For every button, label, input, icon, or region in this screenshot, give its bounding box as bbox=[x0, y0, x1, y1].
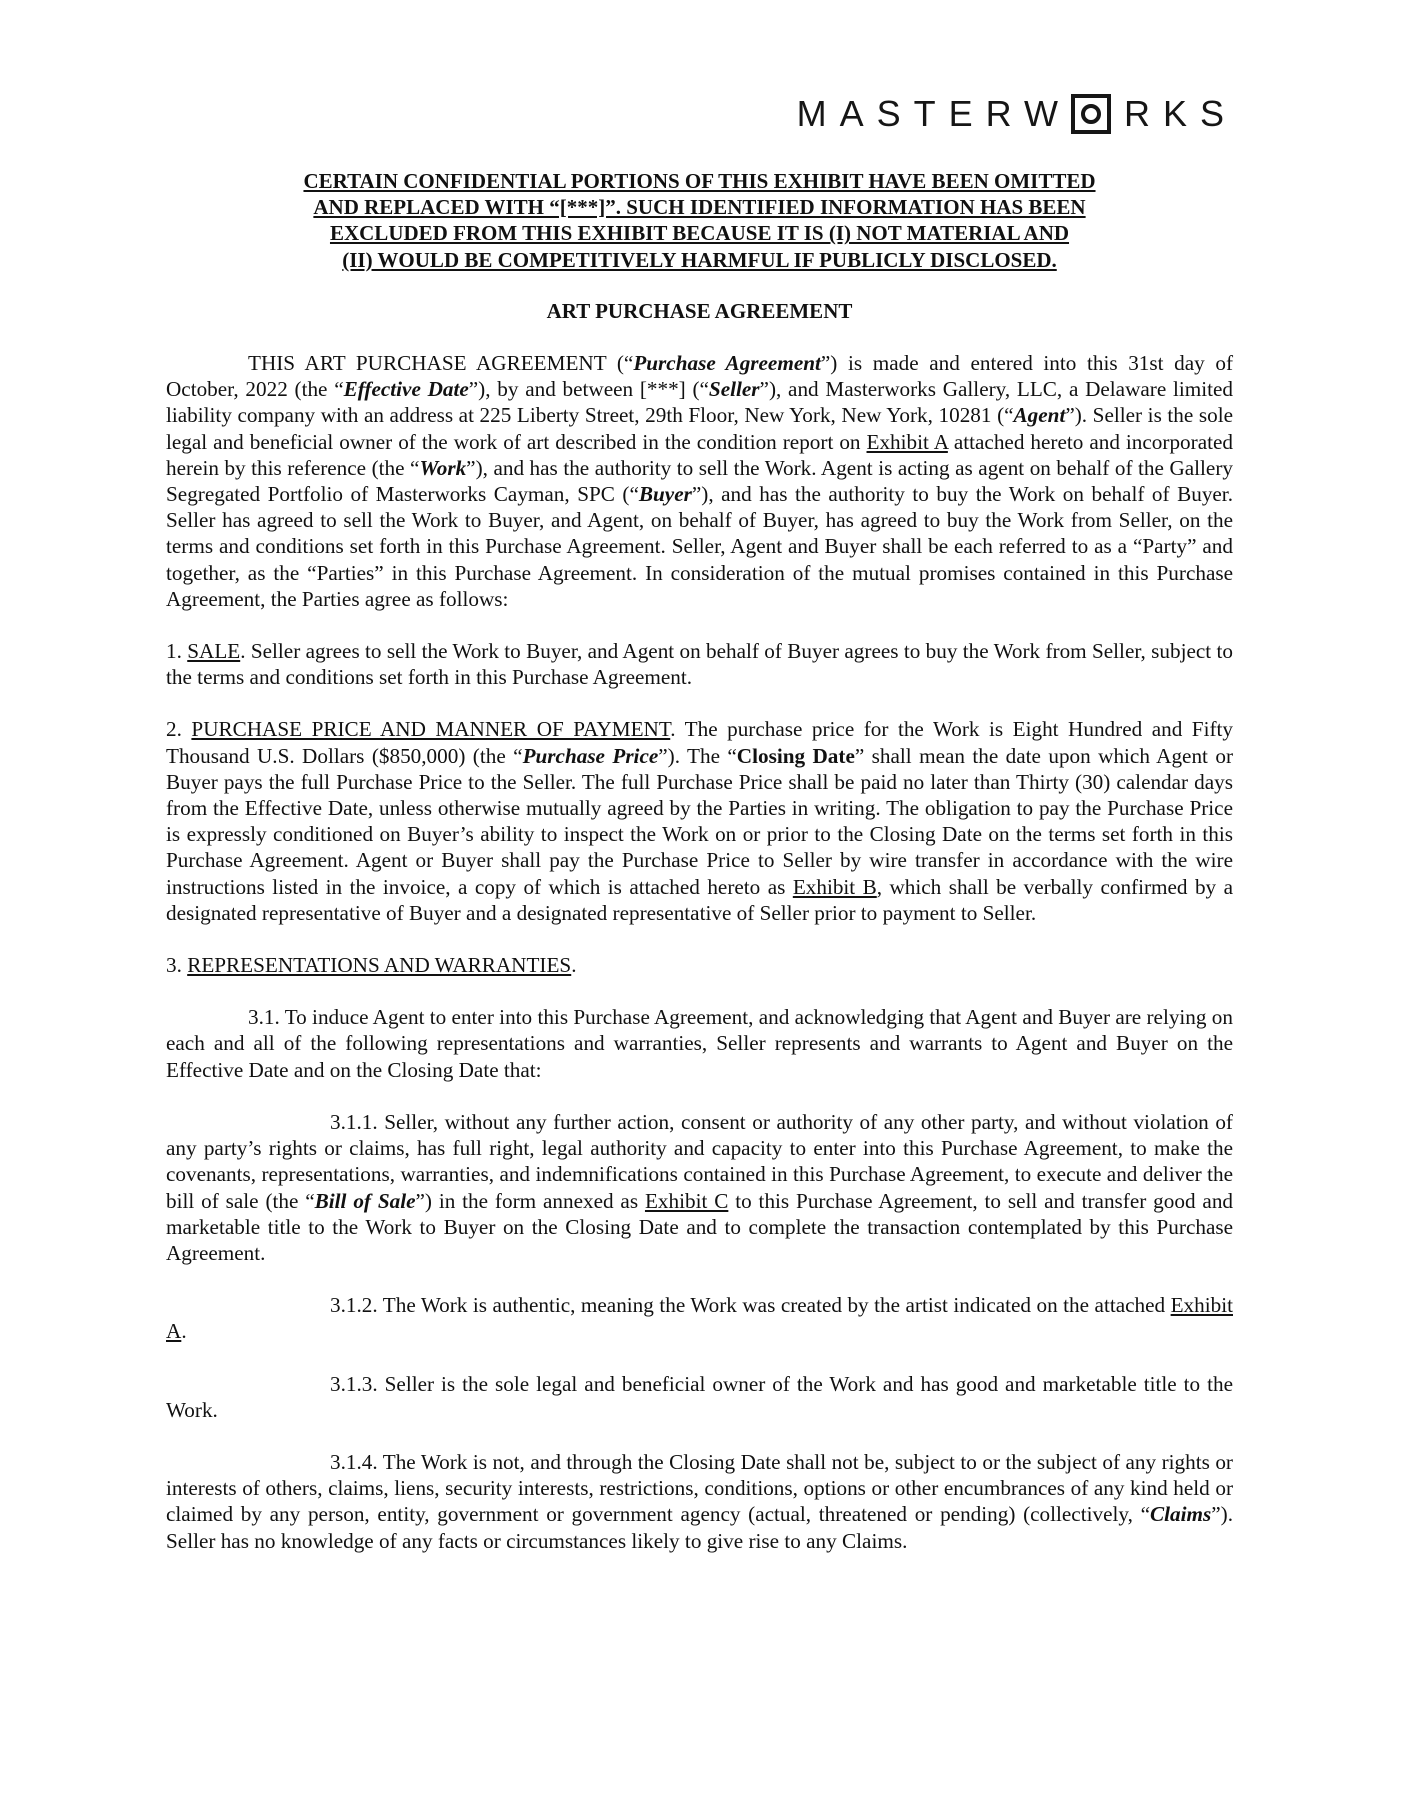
section-3-1: 3.1. To induce Agent to enter into this Purchase Agreement, and acknowledging that Agent and Buyer are relying on each and all of the following representations and warranties, Seller represents and warrants to Agent and Buyer on the Effective Date and on the Closing Date that: bbox=[166, 1005, 1233, 1082]
section-3-1-1: 3.1.1. Seller, without any further action, consent or authority of any other party, and without violation of any party’s rights or claims, has full right, legal authority and capacity to enter into this Purchase Agreement, to make the covenants, representations, warranties, and indemnifications contained in this Purchase Agreement, to execute and deliver the bill of sale (the “Bill of Sale”) in the form annexed as Exhibit C to this Purchase Agreement, to sell and transfer good and marketable title to the Work to Buyer on the Closing Date and to complete the transaction contemplated by this Purchase Agreement. bbox=[166, 1109, 1234, 1265]
exhibit-b-ref: Exhibit B bbox=[792, 874, 877, 899]
document-body bbox=[166, 168, 1233, 1554]
logo-o-square-icon bbox=[1071, 94, 1111, 134]
exhibit-c-ref: Exhibit C bbox=[644, 1188, 729, 1213]
section-3-1-2: 3.1.2. The Work is authentic, meaning the Work was created by the artist indicated on the attached Exhibit A. bbox=[166, 1293, 1233, 1344]
notice-line: CERTAIN CONFIDENTIAL PORTIONS OF THIS EXHIBIT HAVE BEEN OMITTED bbox=[303, 169, 1096, 193]
logo-text-left: MASTERW bbox=[796, 93, 1071, 134]
masterworks-logo bbox=[797, 93, 1237, 135]
logo-text-right: RKS bbox=[1123, 93, 1237, 134]
section-3-1-3: 3.1.3. Seller is the sole legal and beneficial owner of the Work and has good and marketable title to the Work. bbox=[166, 1371, 1233, 1422]
section-2-purchase-price: 2. PURCHASE PRICE AND MANNER OF PAYMENT. The purchase price for the Work is Eight Hundred and Fifty Thousand U.S. Dollars ($850,000) (the “Purchase Price”). The “Closing Date” shall mean the date upon which Agent or Buyer pays the full Purchase Price to the Seller. The full Purchase Price shall be paid no later than Thirty (30) calendar days from the Effective Date, unless otherwise mutually agreed by the Parties in writing. The obligation to pay the Purchase Price is expressly conditioned on Buyer’s ability to inspect the Work on or prior to the Closing Date on the terms set forth in this Purchase Agreement. Agent or Buyer shall pay the Purchase Price to Seller by wire transfer in accordance with the wire instructions listed in the invoice, a copy of which is attached hereto as Exhibit B, which shall be verbally confirmed by a designated representative of Buyer and a designated representative of Seller prior to payment to Seller. bbox=[166, 717, 1233, 925]
section-3-1-4: 3.1.4. The Work is not, and through the Closing Date shall not be, subject to or the subject of any rights or interests of others, claims, liens, security interests, restrictions, conditions, options or other encumbrances of any kind held or claimed by any person, entity, government or government agency (actual, threatened or pending) (collectively, “Claims”). Seller has no knowledge of any facts or circumstances likely to give rise to any Claims. bbox=[166, 1449, 1233, 1553]
section-1-sale: 1. SALE. Seller agrees to sell the Work to Buyer, and Agent on behalf of Buyer agrees to buy the Work from Seller, subject to the terms and conditions set forth in this Purchase Agreement. bbox=[166, 639, 1234, 690]
document-title: ART PURCHASE AGREEMENT bbox=[546, 298, 853, 323]
intro-paragraph: THIS ART PURCHASE AGREEMENT (“Purchase Agreement”) is made and entered into this 31st day of October, 2022 (the “Effective Date”), by and between [***] (“Seller”), and Masterworks Gallery, LLC, a Delaware limited liability company with an address at 225 Liberty Street, 29th Floor, New York, New York, 10281 (“Agent”). Seller is the sole legal and beneficial owner of the work of art described in the condition report on Exhibit A attached hereto and incorporated herein by this reference (the “Work”), and has the authority to sell the Work. Agent is acting as agent on behalf of the Gallery Segregated Portfolio of Masterworks Cayman, SPC (“Buyer”), and has the authority to buy the Work on behalf of Buyer. Seller has agreed to sell the Work to Buyer, and Agent, on behalf of Buyer, has agreed to buy the Work from Seller, on the terms and conditions set forth in this Purchase Agreement. Seller, Agent and Buyer shall be each referred to as a “Party” and together, as the “Parties” in this Purchase Agreement. In consideration of the mutual promises contained in this Purchase Agreement, the Parties agree as follows: bbox=[166, 351, 1234, 611]
notice-line: EXCLUDED FROM THIS EXHIBIT BECAUSE IT IS (I) NOT MATERIAL AND bbox=[329, 221, 1070, 246]
section-heading: SALE bbox=[187, 639, 241, 664]
exhibit-a-ref: Exhibit A bbox=[866, 429, 948, 454]
confidentiality-notice bbox=[260, 168, 1140, 273]
section-3-heading: 3. REPRESENTATIONS AND WARRANTIES. bbox=[166, 953, 577, 978]
exhibit-a-ref: Exhibit A bbox=[166, 1293, 1233, 1344]
section-heading: REPRESENTATIONS AND WARRANTIES bbox=[187, 953, 572, 978]
section-heading: PURCHASE PRICE AND MANNER OF PAYMENT bbox=[191, 717, 671, 742]
notice-line: AND REPLACED WITH “[***]”. SUCH IDENTIFIED INFORMATION HAS BEEN bbox=[313, 195, 1086, 220]
notice-line: (II) WOULD BE COMPETITIVELY HARMFUL IF PUBLICLY DISCLOSED. bbox=[342, 247, 1057, 272]
